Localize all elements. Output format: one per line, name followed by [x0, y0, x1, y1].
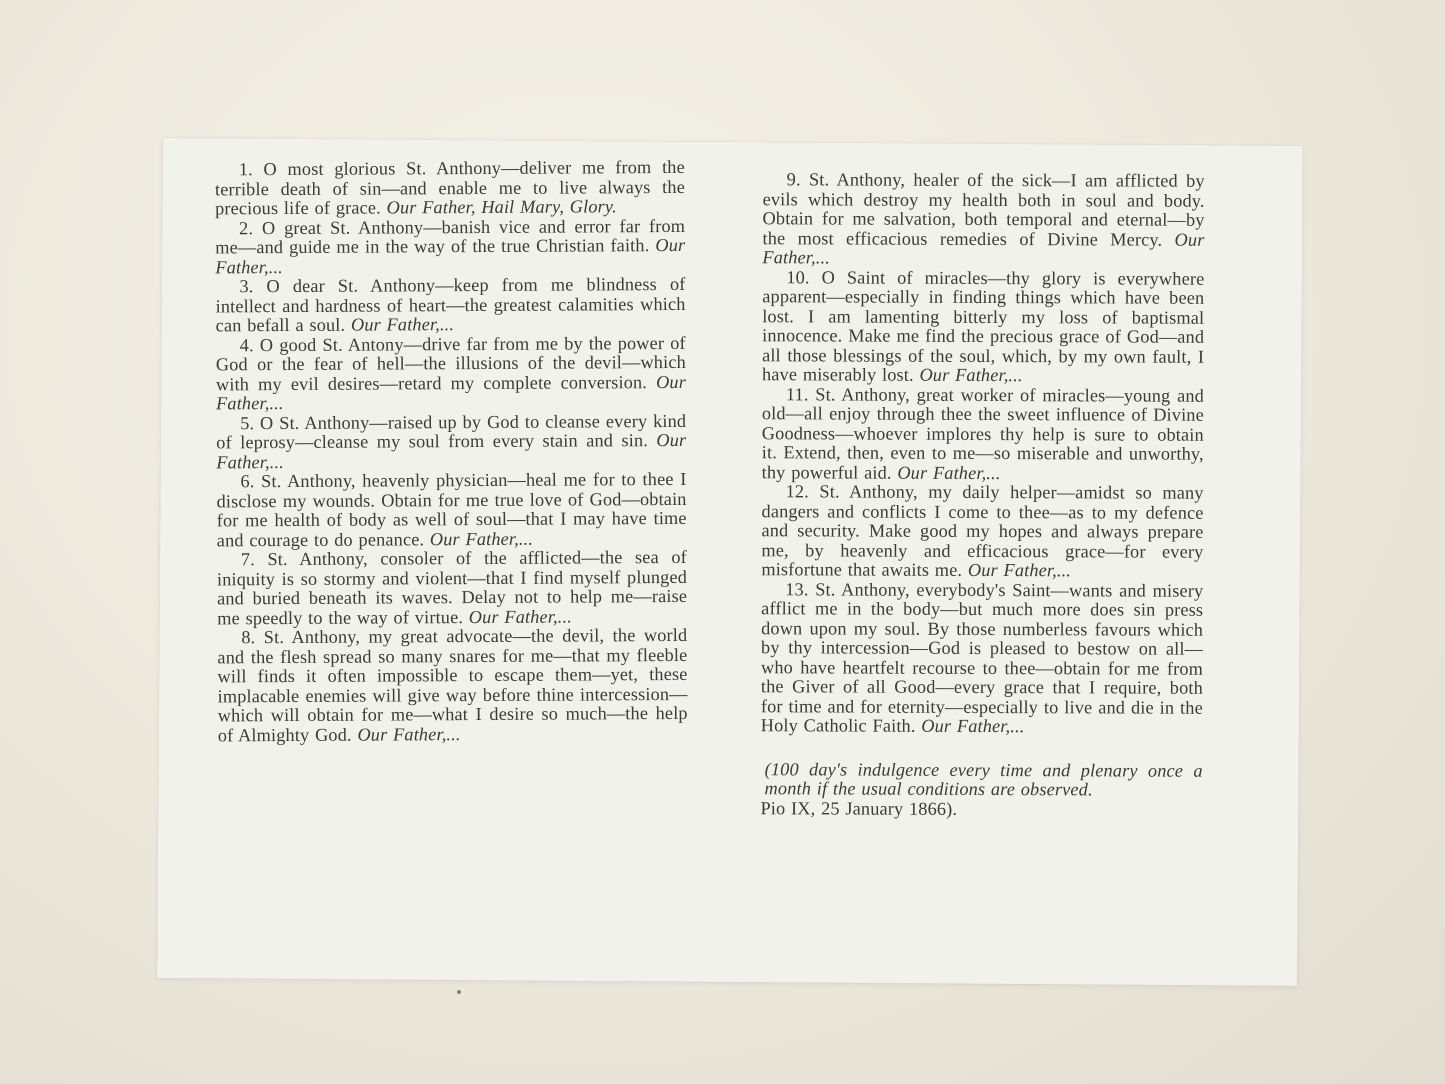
invocation-9 [762, 170, 1204, 269]
invocation-text: 11. St. Anthony, great worker of miracles—young and old—all enjoy through thee the sweet influence of Divine Goodness—whoever implores thy help is sure to obtain it. Extend, then, even to me—so miserable and unworthy, thy powerful aid. [761, 383, 1204, 483]
refrain: Our Father,... [919, 364, 1023, 386]
invocation-5 [216, 411, 686, 472]
invocation-4 [216, 333, 686, 413]
invocation-13 [761, 580, 1204, 738]
invocation-2 [215, 216, 685, 277]
invocation-8 [217, 626, 688, 745]
invocation-text: 1. O most glorious St. Anthony—deliver me from the terrible death of sin—and enable me to live always the precious life of grace. [214, 156, 685, 219]
invocation-7 [217, 548, 687, 628]
refrain: Our Father, Hail Mary, Glory. [386, 196, 617, 218]
invocation-12 [761, 482, 1203, 581]
right-column [760, 170, 1204, 820]
refrain: Our Father,... [357, 723, 461, 745]
invocation-text: 2. O great St. Anthony—banish vice and error far from me—and guide me in the way of the true Christian faith. [215, 215, 686, 258]
refrain: Our Father,... [429, 528, 534, 549]
refrain: Our Father,... [216, 371, 687, 414]
invocation-text: 9. St. Anthony, healer of the sick—I am afflicted by evils which destroy my health both in soul and body. Obtain for me salvation, both temporal and eternal—by the most efficacious remedies of Divine Mercy. [762, 169, 1205, 250]
invocation-10 [762, 268, 1204, 387]
refrain: Our Father,... [967, 559, 1072, 581]
invocation-text: 5. O St. Anthony—raised up by God to cleanse every kind of leprosy—cleanse my soul from every stain and sin. [216, 410, 687, 453]
indulgence-text: (100 day's indulgence every time and plenary once a month if the usual conditions are observed. [764, 758, 1203, 800]
refrain: Our Father,... [897, 462, 1001, 483]
prayer-card [157, 138, 1303, 986]
invocation-text: 7. St. Anthony, consoler of the afflicted—the sea of iniquity is so stormy and violent—that I find myself plunged and buried beneath its waves. Delay not to help me—raise me speedly to the way of virtue. [216, 546, 688, 628]
paper-speck [457, 990, 461, 994]
left-column [215, 158, 688, 745]
invocation-text: 3. O dear St. Anthony—keep from me blindness of intellect and hardness of heart—the greatest calamities which can befall a soul. [215, 273, 686, 336]
refrain: Our Father,... [350, 314, 455, 335]
invocation-text: 13. St. Anthony, everybody's Saint—wants and misery afflict me in the body—but much more does sin press down upon my soul. By those numberless favours which by thy intercession—God is pleased to bestow on all—who have heartfelt recourse to thee—obtain for me from the Giver of all Good—every grace that I require, both for time and for eternity—especially to live and die in the Holy Catholic Faith. [760, 578, 1204, 736]
refrain: Our Father,... [216, 429, 687, 472]
invocation-11 [762, 385, 1204, 484]
refrain: Our Father,... [762, 229, 1205, 268]
invocation-1 [215, 158, 685, 219]
refrain: Our Father,... [215, 234, 686, 277]
indulgence-note [760, 760, 1202, 820]
invocation-text: 4. O good St. Antony—drive far from me by the power of God or the fear of hell—the illusions of the devil—which with my evil desires—retard my complete conversion. [215, 332, 686, 394]
invocation-6 [216, 470, 686, 550]
refrain: Our Father,... [468, 606, 572, 627]
invocation-text: 6. St. Anthony, heavenly physician—heal me for to thee I disclose my wounds. Obtain for me true love of God—obtain for me health of body as well of soul—that I may have time and courage to do penance. [216, 468, 687, 550]
invocation-text: 12. St. Anthony, my daily helper—amidst so many dangers and conflicts I come to thee—as to my defence and security. Make good my hopes and always prepare me, by heavenly and efficacious grace—for every misfortune that awaits me. [761, 481, 1204, 580]
refrain: Our Father,... [921, 715, 1025, 737]
invocation-text: 8. St. Anthony, my great advocate—the devil, the world and the flesh spread so many snares for me—that my fleeble will finds it often impossible to escape them—yet, these implacable enemies will give way before thine intercession—which will obtain for me—what I desire so much—the help of Almighty God. [217, 624, 688, 745]
invocation-3 [215, 275, 685, 336]
invocation-text: 10. O Saint of miracles—thy glory is everywhere apparent—especially in finding things which have been lost. I am lamenting bitterly my loss of baptismal innocence. Make me find the precious grace of God—and all those blessings of the soul, which, by my own fault, I have miserably lost. [761, 266, 1205, 385]
indulgence-citation: Pio IX, 25 January 1866). [760, 797, 958, 819]
